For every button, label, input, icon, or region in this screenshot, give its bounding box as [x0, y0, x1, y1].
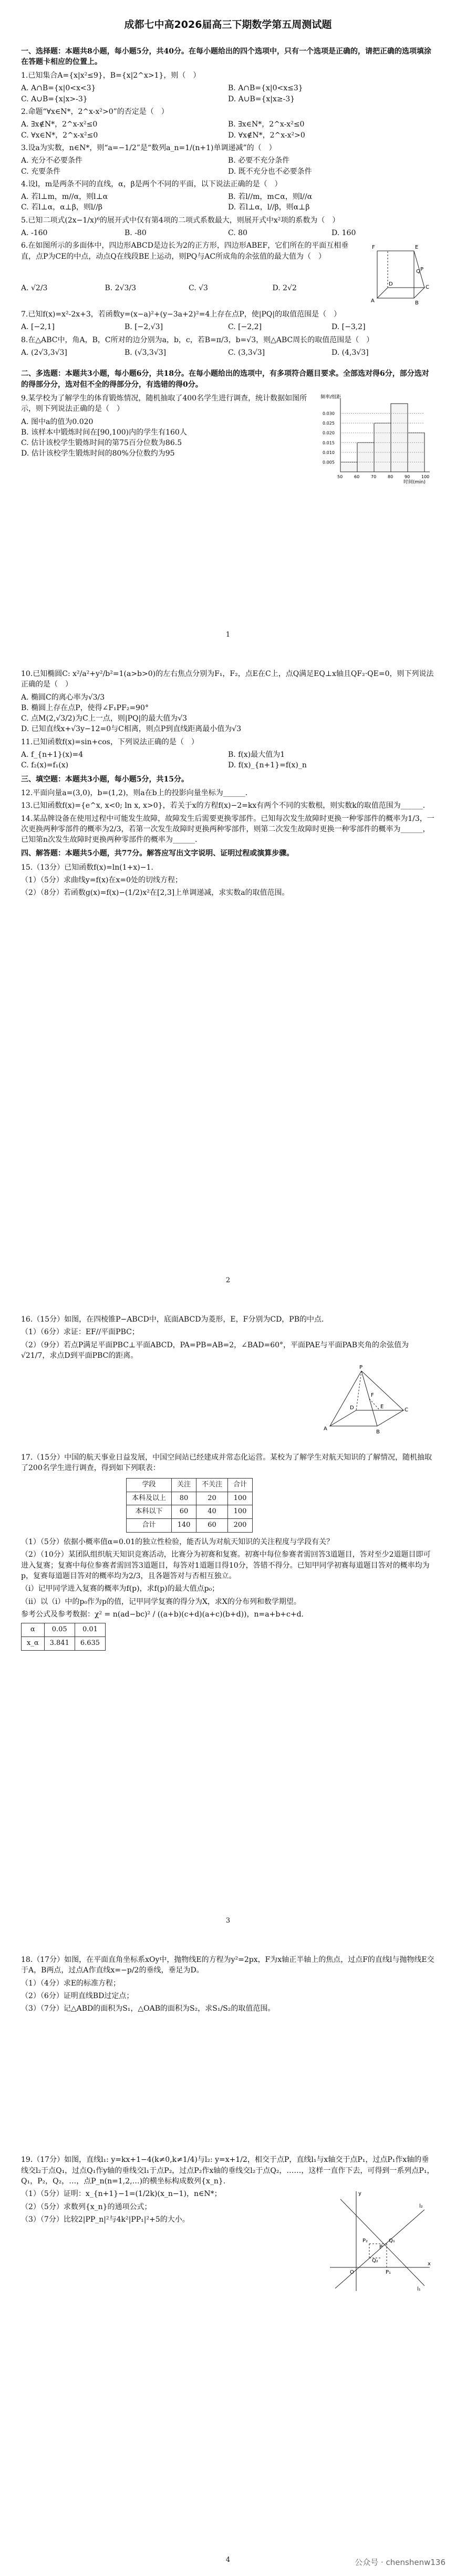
option: C. 估计该校学生锻炼时间的第75百分位数为86.5 [21, 439, 182, 448]
table-cell: 60 [172, 1505, 196, 1519]
table-cell: 200 [228, 1519, 253, 1533]
option: A. A∩B={x|0<x<3} [21, 84, 96, 93]
question-17-part-2-i: （i）记甲同学进入复赛的概率为f(p)，求f(p)的最大值点p₀； [21, 1585, 220, 1593]
option: C. A∪B={x|x>-3} [21, 94, 88, 103]
table-header-cell: 关注 [172, 1478, 196, 1492]
option: D. ∀x∉N*，2^x-x²>0 [228, 131, 305, 140]
option: C. 充要条件 [21, 167, 61, 176]
option: B. [−2,√3] [125, 323, 163, 332]
question-8-options [21, 347, 435, 358]
option: A. -160 [21, 229, 48, 237]
option: D. 既不充分也不必要条件 [228, 167, 312, 176]
question-15-part-1: （1）（5分）求曲线y=f(x)在x=0处的切线方程； [21, 876, 182, 885]
option: A. 椭圆C的离心率为√3/3 [21, 693, 105, 702]
option: A. √2/3 [21, 283, 48, 292]
question-17: 17.（15分）中国的航天事业日益发展，中国空间站已经建成并常态化运营。某校为了解学生对航天知识的了解情况，随机抽取了200名学生进行调查，得到如下列联表： [21, 1453, 432, 1473]
label-F: F [371, 1392, 374, 1399]
table-cell: 3.841 [44, 1637, 75, 1651]
question-15-part-2: （2）（8分）若函数g(x)=f(x)−(1/2)x²在[2,3]上单调递减，求实数a的取值范围。 [21, 889, 289, 898]
option: A. 充分不必要条件 [21, 156, 83, 165]
histogram-bar [374, 423, 391, 472]
label-Q2: Q₂ [372, 2258, 378, 2264]
question-1: 1.已知集合A={x|x²≤9}，B={x|2^x>1}，则（ ） [21, 71, 201, 80]
option: C. (3,3√3] [228, 349, 265, 357]
label-O: O [350, 2269, 354, 2276]
reference-table [21, 1623, 106, 1651]
x-tick-label: 80 [388, 474, 393, 479]
y-tick-label: 0.015 [323, 440, 335, 446]
x-tick-label: 50 [337, 474, 343, 479]
option: A. ∃x∉N*，2^x-x²≤0 [21, 120, 98, 129]
question-6: 6.在如图所示的多面体中，四边形ABCD是边长为2的正方形，四边形ABEF，它们所在的平面互相垂直，点P为CE的中点，动点Q在线段BE上运动，则PQ与AC所成角的余弦值的最大值为（ ） [21, 241, 349, 261]
label-E: E [415, 245, 419, 251]
label-B: B [376, 1429, 380, 1435]
page-number: 1 [225, 631, 231, 639]
page-3 [0, 1296, 456, 1937]
y-tick-label: 0.025 [323, 421, 335, 426]
question-19-part-3: （3）（7分）比较2|PP_n|²与4k²|PP₁|²+5的大小。 [21, 2215, 190, 2224]
x-tick-label: 60 [354, 474, 360, 479]
table-header-cell: 学段 [127, 1478, 172, 1492]
label-P: P [379, 2244, 383, 2251]
question-9: 9.某学校为了解学生的体育锻炼情况，随机抽取了400名学生进行调查，统计数据如图所示，则下列说法正确的是（ ） [21, 394, 307, 414]
question-18-part-3: （3）（7分）记△ABD的面积为S₁，△OAB的面积为S₂，求S₁/S₂的取值范围。 [21, 2004, 275, 2013]
option: B. (√3,3√3] [125, 349, 167, 357]
option: C. 点M(2,√3/2)为C上一点，则|PQ|的最大值为√3 [21, 714, 188, 723]
section-4-heading: 四、解答题：本题共5小题，共77分。解答应写出文字说明、证明过程或演算步骤。 [21, 849, 294, 858]
label-P2: P₂ [362, 2238, 368, 2244]
label-Q: Q [416, 269, 420, 275]
question-11: 11.已知函数f(x)=sin+cos，下列说法正确的是（ ） [21, 737, 199, 746]
option: B. ∃x∈N*，2^x-x²≤0 [228, 120, 305, 129]
label-A: A [371, 298, 375, 304]
question-6-figure [367, 240, 435, 309]
option: A. (2√3,3√3] [21, 349, 67, 357]
question-8: 8.在△ABC中，角A，B，C所对的边分别为a，b，c，若B=π/3，b=√3，则△ABC周长的取值范围是（ ） [21, 335, 374, 344]
histogram-chart [319, 393, 435, 488]
y-tick-label: 0.010 [323, 450, 335, 455]
table-cell: 本科及以上 [127, 1492, 172, 1505]
option: D. f(x)_{n+1}=f(x)_n [228, 761, 307, 770]
label-B: B [415, 300, 419, 307]
page-2 [0, 651, 456, 1296]
option: D. A∪B={x|x≥-3} [228, 94, 295, 103]
question-2-options [21, 119, 435, 141]
option: B. f(x)最大值为1 [228, 751, 285, 759]
question-14: 14.某品牌设备在使用过程中可能发生故障，故障发生后需要更换零部件。已知每次发生故障时更换一种零部件的概率为1/3，一次更换两种零部件的概率为2/3，若第一次发生故障时更换两种零部件，则第二次发生故障时更换一种零部件的概率为______，已知第n次发生故障时更换两种零部件的概率为______. [21, 814, 434, 844]
question-19-part-1: （1）（5分）证明：x_{n+1}−1=(1/2k)(x_n−1)，n∈N*； [21, 2190, 222, 2199]
page-4 [0, 1937, 456, 2576]
table-cell: 20 [196, 1492, 228, 1505]
question-6-options [21, 283, 356, 293]
section-3-heading: 三、填空题：本题共3小题，每小题5分，共15分。 [21, 775, 189, 784]
contingency-table [126, 1478, 253, 1533]
label-P1: P₁ [386, 2269, 391, 2276]
question-19: 19.（17分）如图，直线l₁: y=kx+1−4(k≠0,k≠1/4)与l₂: y=x+1/2，相交于点P，直线l₁与x轴交于点P₁，过点P₁作x轴的垂线交l₂于点Q₁，过点Q₁作y轴的垂线交l₁于点P₂，过点P₂作x轴的垂线交l₂于点Q₂，……，这样一直作下去，可得到一系列点P₁，Q₁，P₂，Q₂，…，点P_n(n=1,2,…)的横坐标构成数列{x_n}. [21, 2156, 434, 2186]
question-16-part-2: （2）（9分）若点P满足平面PBC⊥平面ABCD，PA=PB=AB=2，∠BAD=60°，平面PAE与平面PAB夹角的余弦值为√21/7，求点D到平面PBC的距离。 [21, 1340, 409, 1360]
label-C: C [405, 1407, 408, 1413]
table-cell: 100 [228, 1492, 253, 1505]
option: B. 必要不充分条件 [228, 156, 290, 165]
table-row [22, 1623, 106, 1637]
option: B. 该样本中锻炼时间在[90,100)内的学生有160人 [21, 428, 187, 437]
table-cell: 0.05 [44, 1623, 75, 1637]
table-header-row [127, 1478, 253, 1492]
option: C. [−2,2] [228, 323, 262, 332]
option: C. ∀x∈N*，2^x-x²≤0 [21, 131, 98, 140]
question-16-part-1: （1）（6分）求证：EF//平面PBC； [21, 1328, 139, 1337]
label-l1: l₁ [417, 2286, 421, 2293]
page-title: 成都七中高2026届高三下期数学第五周测试题 [124, 19, 332, 30]
question-17-part-2-ii: （ii）以（i）中的p₀作为p的值，记甲同学复赛的得分为X，求X的分布列和数学期望。 [21, 1597, 301, 1606]
label-P: P [420, 267, 424, 273]
histogram-bar [340, 462, 357, 472]
question-4: 4.设l，m是两条不同的直线，α，β是两个不同的平面，以下说法正确的是（ ） [21, 180, 282, 188]
option: B. 椭圆上存在点P，使得∠F₁PF₂=90° [21, 703, 149, 712]
label-E: E [380, 1404, 384, 1410]
option: D. 2√2 [272, 283, 297, 292]
table-cell: 140 [172, 1519, 196, 1533]
question-7: 7.已知f(x)=x²-2x+3，若函数y=(x−a)²+(y−3a+2)²=4上存在点P，使|PQ|的取值范围是（ ） [21, 310, 341, 319]
histogram-bar [357, 442, 374, 472]
option: D. 160 [331, 229, 356, 237]
question-10-options [21, 692, 435, 735]
label-D: D [389, 281, 393, 288]
question-4-options [21, 192, 435, 213]
question-16-figure [319, 1363, 414, 1442]
table-cell: 80 [172, 1492, 196, 1505]
section-2-heading: 二、多选题：本题共3小题，每小题6分，共18分。在每小题给出的选项中，有多项符合题目要求。全部选对得6分，部分选对的得部分分，选对但不全的得部分分，有选错的得0分。 [21, 369, 429, 389]
question-2: 2.命题“∀x∈N*，2^x-x²>0”的否定是（ ） [21, 108, 169, 117]
x-axis-label: 时间(min) [403, 479, 426, 485]
question-5: 5.已知二项式(2x−1/x)⁶的展开式中仅有第4项的二项式系数最大，则展开式中x²项的系数为（ ） [21, 216, 340, 225]
table-cell: α [22, 1623, 45, 1637]
page-1 [0, 0, 456, 651]
table-header-cell: 不关注 [196, 1478, 228, 1492]
section-1-heading: 一、选择题：本题共8小题，每小题5分，共40分。在每小题给出的四个选项中，只有一个选项是正确的，请把正确的选项填涂在答题卡相应的位置上。 [21, 47, 431, 66]
question-19-figure [325, 2189, 435, 2294]
table-cell: 40 [196, 1505, 228, 1519]
label-D: D [350, 1405, 354, 1411]
y-tick-label: 0.030 [323, 411, 335, 416]
question-17-formula: 参考公式及参考数据：χ² = n(ad−bc)² / ((a+b)(c+d)(a+c)(b+d))，n=a+b+c+d. [21, 1610, 304, 1619]
table-row [127, 1492, 253, 1505]
table-cell: 6.635 [75, 1637, 105, 1651]
table-cell: 合计 [127, 1519, 172, 1533]
table-cell: x_α [22, 1637, 45, 1651]
question-15: 15.（13分）已知函数f(x)=ln(1+x)−1. [21, 863, 153, 872]
page-number: 4 [225, 2556, 231, 2564]
option: C. 80 [228, 229, 247, 237]
option: C. √3 [189, 283, 208, 292]
question-18: 18.（17分）如图，在平面直角坐标系xOy中，抛物线E的方程为y²=2px，F为x轴正半轴上的焦点，过点F的直线l与抛物线E交于A，B两点，过点A作直线x=−p/2的垂线，垂足为D。 [21, 1956, 434, 1975]
question-7-options [21, 322, 435, 332]
label-C: C [426, 284, 429, 291]
question-3: 3.设a为实数，n∈N*，则“a=−1/2”是“数列a_n=1/(n+1)单调递减”的（ ） [21, 143, 276, 152]
table-cell: 本科以下 [127, 1505, 172, 1519]
y-tick-label: 0.005 [323, 460, 335, 465]
table-cell: 60 [196, 1519, 228, 1533]
x-tick-label: 100 [421, 474, 430, 479]
option: D. 估计该校学生锻炼时间的80%分位数约为95 [21, 449, 175, 458]
question-11-options [21, 749, 435, 771]
question-3-options [21, 155, 435, 177]
question-17-part-1: （1）（5分）依据小概率值α=0.01的独立性检验，能否认为对航天知识的关注程度与学段有关？ [21, 1538, 334, 1547]
option: C. 若l⊥α，α⊥β，则l//β [21, 203, 102, 212]
x-tick-label: 90 [405, 474, 410, 479]
histogram-bar [391, 404, 408, 472]
option: B. 2√3/3 [105, 283, 137, 292]
table-row [22, 1637, 106, 1651]
option: D. 若l⊥α，l//β，则α⊥β [228, 203, 310, 212]
option: B. 若l//m，m⊂α，则l//α [228, 193, 313, 202]
question-13: 13.已知函数f(x)={e^x, x<0; ln x, x>0}，若关于x的方程f(x)−2=kx有两个不同的实数根，则实数k的取值范围为______. [21, 801, 426, 810]
option: B. A∩B={x|0<x≤3} [228, 84, 303, 93]
label-x: x [428, 2261, 431, 2267]
question-18-part-1: （1）（4分）求E的标准方程； [21, 1979, 121, 1988]
question-10: 10.已知椭圆C: x²/a²+y²/b²=1(a>b>0)的左右焦点分别为F₁，F₂，点E在C上，点Q满足EQ⊥x轴且QF₂·QE=0，则下列说法正确的是（ ） [21, 670, 434, 689]
question-17-part-2: （2）（10分）某团队组织航天知识竞赛活动，比赛分为初赛和复赛。初赛中每位参赛者需回答3道题目，答对至少2道题目即可进入复赛；复赛中每位参赛者需回答3道题目，每答对1道题目得10分，答错不得分。已知甲同学初赛每道题目答对的概率均为p，复赛每道题目答对的概率均为2/3，且各题答对与否相互独立。 [21, 1550, 431, 1581]
option: B. -80 [125, 229, 147, 237]
question-5-options [21, 228, 435, 238]
y-tick-label: 0.020 [323, 430, 335, 436]
option: D. [−3,2] [331, 323, 366, 332]
label-Q1: Q₁ [389, 2238, 395, 2244]
label-F: F [372, 245, 375, 251]
question-12: 12.平面向量a=(3,0)，b=(1,2)，则a在b上的投影向量坐标为______. [21, 788, 248, 797]
table-header-cell: 合计 [228, 1478, 253, 1492]
y-axis-label: 频率/组距 [320, 394, 341, 400]
x-tick-label: 70 [371, 474, 377, 479]
question-19-part-2: （2）（5分）求数列{x_n}的通项公式； [21, 2202, 152, 2211]
table-cell: 100 [228, 1505, 253, 1519]
option: D. (4,3√3] [331, 349, 369, 357]
option: D. 已知直线x+√3y−12=0与C相离，则点P到直线距离最小值为√3 [21, 725, 242, 734]
question-9-options [21, 417, 309, 459]
label-P: P [359, 1365, 363, 1371]
label-y: y [358, 2191, 361, 2197]
page-number: 3 [225, 1917, 231, 1925]
page-number: 2 [225, 1276, 231, 1285]
option: A. 若l⊥m，m//α，则l⊥α [21, 193, 108, 202]
option: A. [−2,1] [21, 323, 55, 332]
table-cell: 0.01 [75, 1623, 105, 1637]
table-row [127, 1519, 253, 1533]
option: A. 图中a的值为0.020 [21, 417, 94, 426]
option: C. f₂(x)=f₁(x) [21, 761, 69, 770]
watermark: 公众号 · chenshenw136 [355, 2558, 445, 2568]
question-1-options [21, 83, 435, 104]
option: A. f_{n+1}(x)=4 [21, 751, 84, 759]
question-16: 16.（15分）如图，在四棱锥P−ABCD中，底面ABCD为菱形，E，F分别为CD，PB的中点. [21, 1315, 324, 1324]
table-row [127, 1505, 253, 1519]
label-A: A [324, 1426, 327, 1432]
question-18-part-2: （2）（6分）证明直线BD过定点； [21, 1991, 134, 2000]
label-l2: l₂ [419, 2203, 423, 2210]
